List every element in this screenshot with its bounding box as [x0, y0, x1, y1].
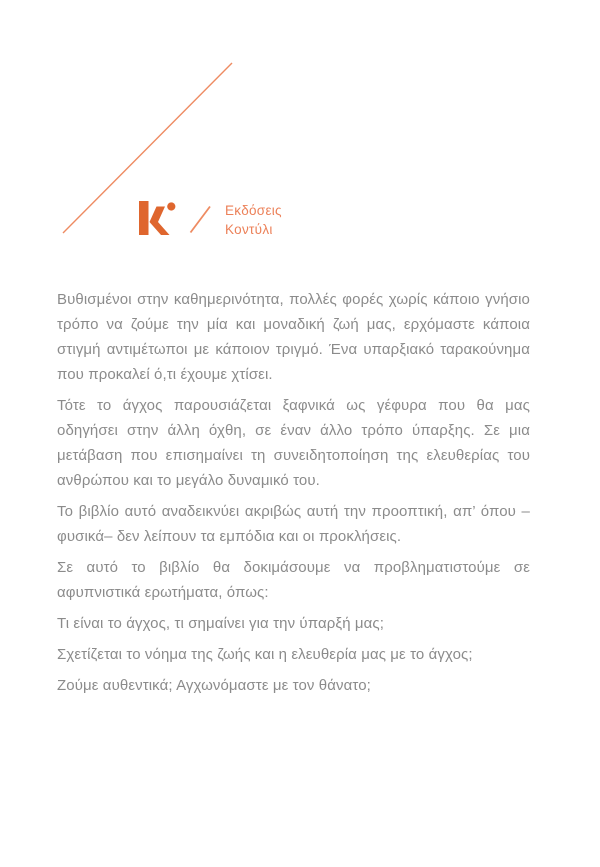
blurb-question-1: Τι είναι το άγχος, τι σημαίνει για την ύπαρξή μας; [57, 615, 385, 632]
book-blurb [57, 287, 530, 704]
kontyli-k-logo-icon [139, 201, 175, 235]
blurb-paragraph-1: Βυθισμένοι στην καθημερινότητα, πολλές φορές χωρίς κάποιο γνήσιο τρόπο να ζούμε την μία και μοναδική ζωή μας, ερχόμαστε κάποια στιγμή αντιμέτωποι με κάποιον τριγμό. Ένα υπαρξιακό ταρακούνημα που προκαλεί ό,τι έχουμε χτίσει. [57, 291, 530, 383]
publisher-name-line1: Εκδόσεις [225, 203, 282, 218]
blurb-question-3: Ζούμε αυθεντικά; Αγχωνόμαστε με τον θάνατο; [57, 677, 371, 694]
slash-icon [191, 207, 211, 233]
kontyli-logo-art [0, 0, 600, 260]
blurb-paragraph-4: Σε αυτό το βιβλίο θα δοκιμάσουμε να προβληματιστούμε σε αφυπνιστικά ερωτήματα, όπως: [57, 559, 530, 601]
publisher-name-line2: Κοντύλι [225, 222, 273, 237]
blurb-paragraph-3: Το βιβλίο αυτό αναδεικνύει ακριβώς αυτή την προοπτική, απ’ όπου –φυσικά– δεν λείπουν τα εμπόδια και οι προκλήσεις. [57, 503, 530, 545]
blurb-paragraph-2: Τότε το άγχος παρουσιάζεται ξαφνικά ως γέφυρα που θα μας οδηγήσει στην άλλη όχθη, σε έναν άλλο τρόπο ύπαρξης. Σε μια μετάβαση που επισημαίνει τη συνειδητοποίηση της ελευθερίας του ανθρώπου και το μεγάλο δυναμικό του. [57, 397, 530, 489]
blurb-question-2: Σχετίζεται το νόημα της ζωής και η ελευθερία μας με το άγχος; [57, 646, 473, 663]
publisher-name [225, 201, 282, 239]
